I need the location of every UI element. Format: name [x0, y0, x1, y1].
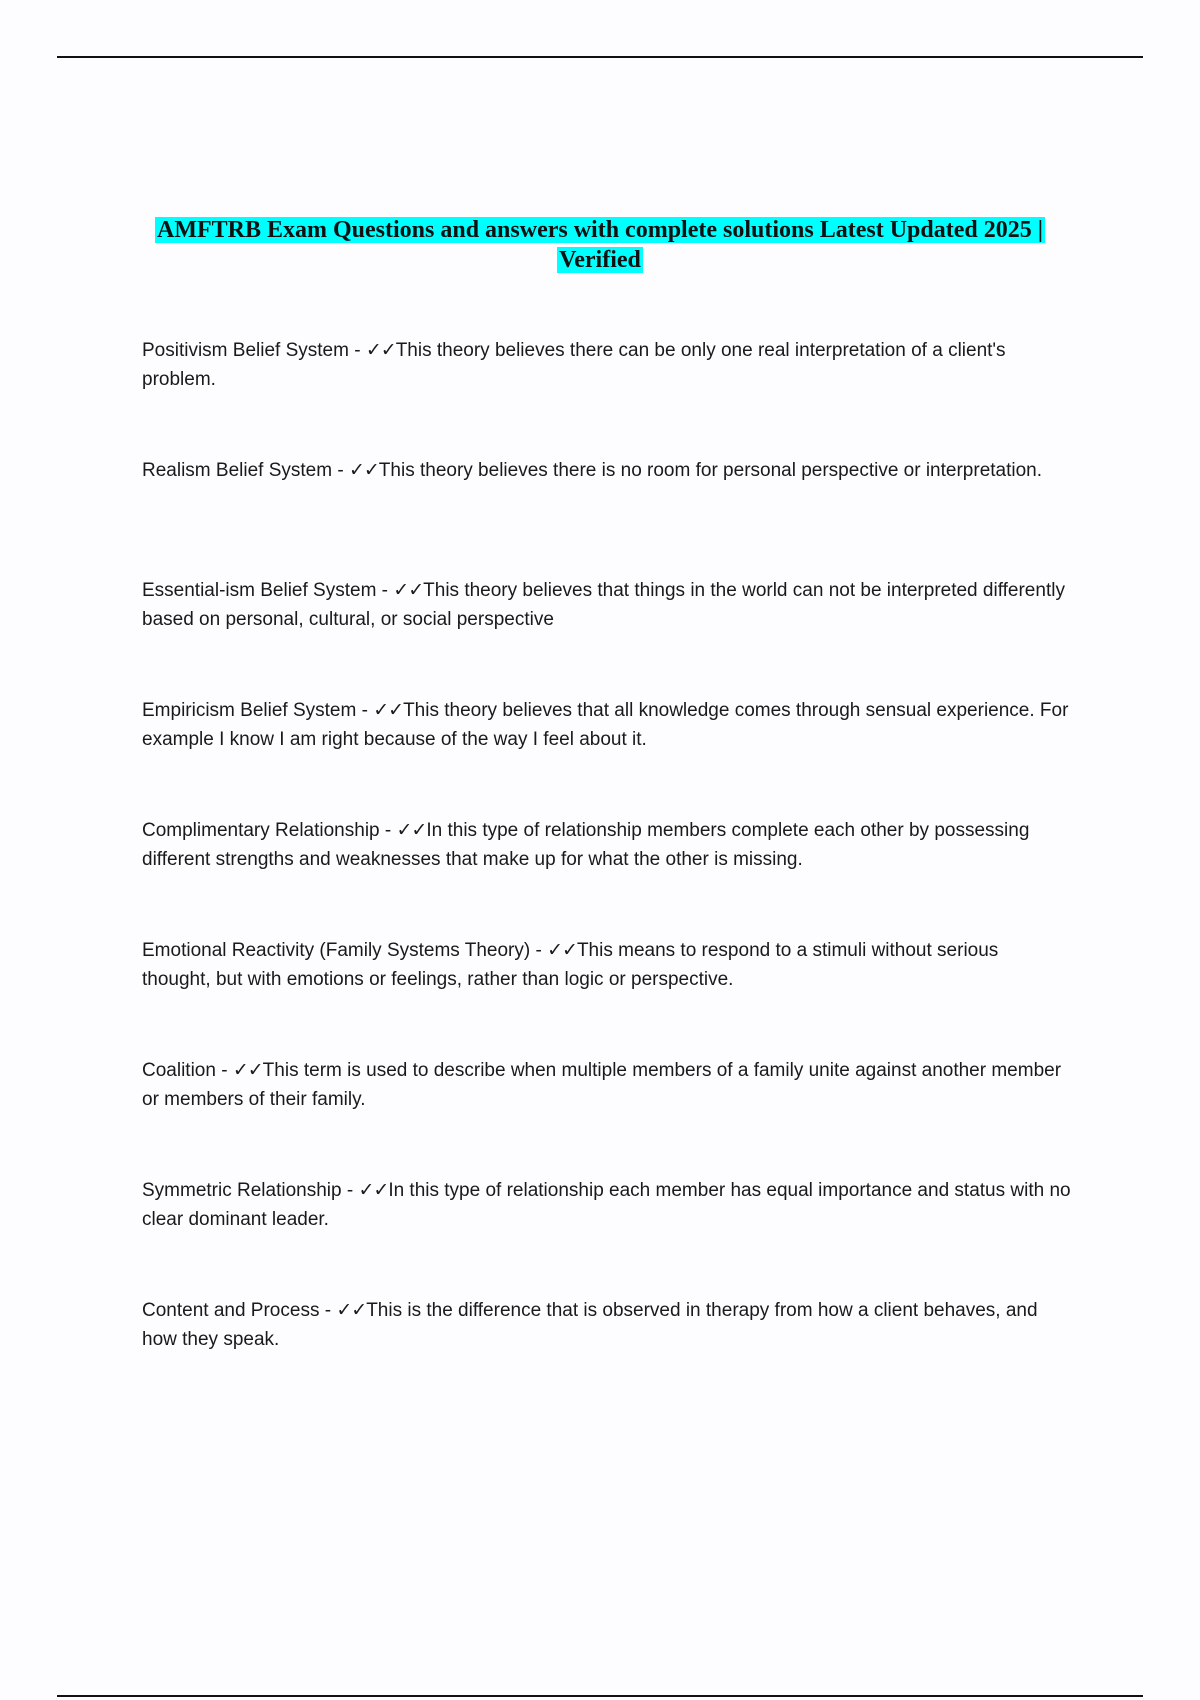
entry-definition: This term is used to describe when multiple members of a family unite against another member or members of their family. [142, 1060, 1062, 1110]
entry-term: Realism Belief System [142, 460, 333, 481]
title-line-2: Verified [559, 247, 641, 273]
entry-definition: This means to respond to a stimuli without serious thought, but with emotions or feelings, rather than logic or perspective. [142, 940, 999, 990]
entry-definition: This theory believes there is no room for personal perspective or interpretation. [378, 460, 1043, 481]
entry-separator: - [348, 340, 366, 361]
title-line-1: AMFTRB Exam Questions and answers with complete solutions Latest Updated 2025 | [157, 217, 1043, 243]
bottom-rule [57, 1695, 1143, 1697]
checkmark-icon: ✓✓ [358, 1180, 389, 1201]
entry-separator: - [379, 820, 397, 841]
entry-term: Coalition [142, 1060, 216, 1081]
entry-item [142, 456, 1072, 576]
document-title [100, 215, 1100, 275]
checkmark-icon: ✓✓ [393, 580, 424, 601]
top-rule [57, 56, 1143, 58]
entry-item [142, 1056, 1072, 1176]
entry-definition: This theory believes that all knowledge comes through sensual experience. For example I know I am right because of the way I feel about it. [142, 700, 1069, 750]
checkmark-icon: ✓✓ [348, 460, 379, 481]
entry-term: Positivism Belief System [142, 340, 349, 361]
entry-term: Empiricism Belief System [142, 700, 357, 721]
checkmark-icon: ✓✓ [373, 700, 404, 721]
checkmark-icon: ✓✓ [232, 1060, 263, 1081]
entry-term: Emotional Reactivity (Family Systems Theory) [142, 940, 531, 961]
checkmark-icon: ✓✓ [336, 1300, 367, 1321]
entry-item [142, 1296, 1072, 1416]
entry-item [142, 816, 1072, 936]
entry-separator: - [215, 1060, 233, 1081]
entry-term: Complimentary Relationship [142, 820, 380, 841]
entry-item [142, 576, 1072, 696]
entry-item [142, 696, 1072, 816]
entry-item [142, 936, 1072, 1056]
entry-separator: - [341, 1180, 359, 1201]
checkmark-icon: ✓✓ [396, 820, 427, 841]
entry-definition: In this type of relationship each member has equal importance and status with no clear dominant leader. [142, 1180, 1071, 1230]
checkmark-icon: ✓✓ [547, 940, 577, 961]
entry-item [142, 336, 1072, 456]
entry-separator: - [530, 940, 548, 961]
entry-term: Essential-ism Belief System [142, 580, 377, 601]
entry-definition: In this type of relationship members complete each other by possessing different strengths and weaknesses that make up for what the other is missing. [142, 820, 1030, 870]
entry-term: Symmetric Relationship [142, 1180, 342, 1201]
entry-item [142, 1176, 1072, 1296]
entry-separator: - [319, 1300, 337, 1321]
entry-definition: This is the difference that is observed in therapy from how a client behaves, and how they speak. [142, 1300, 1038, 1350]
entry-definition: This theory believes there can be only one real interpretation of a client's problem. [142, 340, 1006, 390]
entry-separator: - [356, 700, 374, 721]
entry-definition: This theory believes that things in the world can not be interpreted differently based on personal, cultural, or social perspective [142, 580, 1065, 630]
entry-separator: - [332, 460, 349, 481]
entry-separator: - [376, 580, 394, 601]
entry-list [142, 336, 1072, 1416]
checkmark-icon: ✓✓ [365, 340, 396, 361]
entry-term: Content and Process [142, 1300, 320, 1321]
